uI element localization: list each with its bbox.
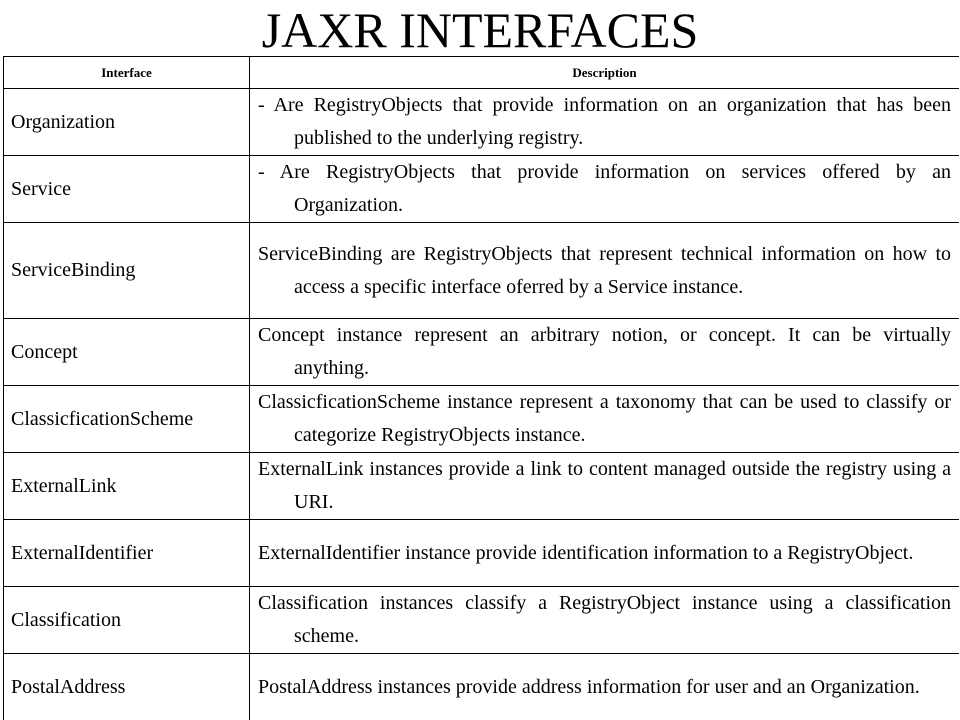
- description-text: Concept instance represent an arbitrary notion, or concept. It can be virtually anything.: [258, 324, 951, 379]
- description-text: PostalAddress instances provide address information for user and an Organization.: [258, 675, 920, 698]
- description-text: - Are RegistryObjects that provide information on an organization that has been published to the underlying registry.: [258, 94, 951, 149]
- table-row: [4, 520, 960, 587]
- interface-name-cell: PostalAddress: [4, 654, 250, 720]
- interfaces-table: [3, 56, 959, 720]
- description-cell: [250, 654, 960, 720]
- description-cell: [250, 89, 960, 156]
- interface-column-header: Interface: [4, 57, 250, 89]
- interfaces-table-container: [3, 56, 959, 720]
- table-row: [4, 156, 960, 223]
- description-cell: [250, 156, 960, 223]
- table-row: [4, 319, 960, 386]
- description-text: - Are RegistryObjects that provide information on services offered by an Organization.: [258, 161, 951, 216]
- description-cell: [250, 319, 960, 386]
- table-row: [4, 223, 960, 319]
- interface-name-cell: ExternalIdentifier: [4, 520, 250, 587]
- interface-name-cell: ClassicficationScheme: [4, 386, 250, 453]
- description-text: ExternalIdentifier instance provide identification information to a RegistryObject.: [258, 541, 914, 564]
- table-row: [4, 453, 960, 520]
- description-cell: [250, 520, 960, 587]
- interface-name-cell: Classification: [4, 587, 250, 654]
- interface-name-cell: ExternalLink: [4, 453, 250, 520]
- interface-name-cell: Organization: [4, 89, 250, 156]
- table-row: [4, 89, 960, 156]
- interface-name-cell: Service: [4, 156, 250, 223]
- description-text: ExternalLink instances provide a link to content managed outside the registry using a URI.: [258, 458, 951, 513]
- description-column-header: Description: [250, 57, 960, 89]
- description-text: ServiceBinding are RegistryObjects that represent technical information on how to access a specific interface oferred by a Service instance.: [258, 242, 951, 298]
- table-row: [4, 587, 960, 654]
- description-cell: [250, 453, 960, 520]
- table-row: [4, 654, 960, 720]
- description-cell: [250, 386, 960, 453]
- description-text: Classification instances classify a RegistryObject instance using a classification scheme.: [258, 592, 951, 647]
- description-cell: [250, 587, 960, 654]
- interface-name-cell: Concept: [4, 319, 250, 386]
- description-cell: [250, 223, 960, 319]
- description-text: ClassicficationScheme instance represent a taxonomy that can be used to classify or categorize RegistryObjects instance.: [258, 391, 951, 446]
- table-header-row: [4, 57, 960, 89]
- table-row: [4, 386, 960, 453]
- page-title: JAXR INTERFACES: [261, 2, 699, 58]
- interface-name-cell: ServiceBinding: [4, 223, 250, 319]
